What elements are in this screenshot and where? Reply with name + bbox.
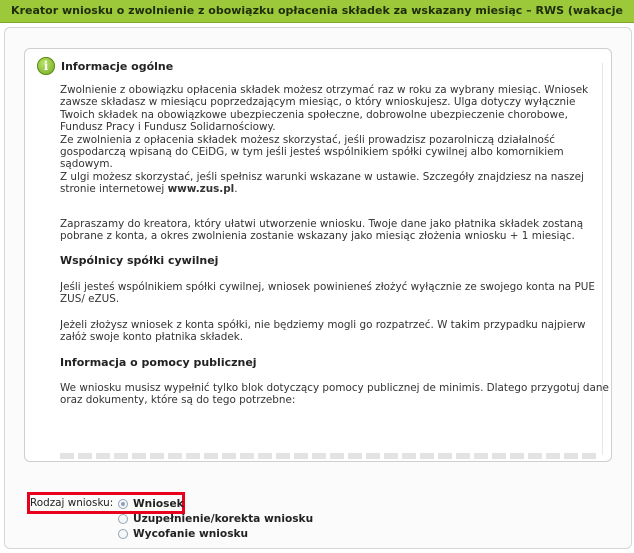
zus-website-link[interactable]: www.zus.pl bbox=[167, 183, 235, 196]
radio-button[interactable] bbox=[118, 514, 128, 524]
section-heading-public-aid: Informacja o pomocy publicznej bbox=[60, 355, 257, 369]
section-heading-partners: Wspólnicy spółki cywilnej bbox=[60, 254, 219, 268]
info-header bbox=[37, 56, 173, 76]
radio-label-request: Wniosek bbox=[133, 498, 184, 510]
info-title: Informacje ogólne bbox=[61, 59, 174, 73]
radio-option-request[interactable] bbox=[118, 498, 184, 510]
radio-label-withdrawal: Wycofanie wniosku bbox=[133, 528, 249, 540]
clipped-text-line bbox=[60, 453, 600, 459]
wizard-title: Kreator wniosku o zwolnienie z obowiązku opłacenia składek za wskazany miesiąc – RWS (wakacje bbox=[11, 4, 623, 17]
radio-button-selected[interactable] bbox=[118, 499, 128, 509]
request-kind-label: Rodzaj wniosku: bbox=[30, 497, 114, 509]
info-paragraph-2: Ze zwolnienia z opłacenia składek możesz skorzystać, jeśli prowadzisz pozarolniczą działalność gospodarczą wpisaną do CEiDG, w tym jeśli jesteś wspólnikiem spółki cywilnej albo komornikiem sądowym. bbox=[60, 133, 564, 171]
info-paragraph-4: Zapraszamy do kreatora, który ułatwi utworzenie wniosku. Twoje dane jako płatnika składek zostaną pobrane z konta, a okres zwolnienia zostanie wskazany jako miesiąc złożenia wniosku + 1 miesiąc. bbox=[60, 217, 584, 243]
info-paragraph-3-text: Z ulgi możesz skorzystać, jeśli spełnisz warunki wskazane w ustawie. Szczegóły znajdziesz na naszej stronie internetowej bbox=[60, 170, 584, 196]
info-paragraph-1: Zwolnienie z obowiązku opłacenia składek możesz otrzymać raz w roku za wybrany miesiąc. Wniosek zawsze składasz w miesiącu poprzedzającym miesiąc, o który wnioskujesz. Ulga dotyczy wyłącznie Twoich składek na obowiązkowe ubezpieczenia społeczne, dobrowolne ubezpieczenie chorobowe, Fundusz Pracy i Fundusz Solidarnościowy. bbox=[60, 84, 589, 134]
wizard-title-bar bbox=[0, 0, 634, 23]
radio-option-withdrawal[interactable] bbox=[118, 528, 248, 540]
radio-option-correction[interactable] bbox=[118, 513, 313, 525]
radio-label-correction: Uzupełnienie/korekta wniosku bbox=[133, 513, 314, 525]
info-paragraph-7: We wniosku musisz wypełnić tylko blok dotyczący pomocy publicznej de minimis. Dlatego przygotuj dane oraz dokumenty, które są do tego potrzebne: bbox=[60, 381, 609, 407]
info-content bbox=[60, 84, 612, 456]
info-paragraph-3 bbox=[60, 171, 612, 196]
radio-button[interactable] bbox=[118, 529, 128, 539]
info-paragraph-5: Jeśli jesteś wspólnikiem spółki cywilnej, wniosek powinieneś złożyć wyłącznie ze swojego konta na PUE ZUS/ eZUS. bbox=[60, 280, 595, 306]
info-paragraph-6: Jeżeli złożysz wniosek z konta spółki, nie będziemy mogli go rozpatrzeć. W takim przypadku najpierw załóż swoje konto płatnika składek. bbox=[60, 318, 586, 344]
info-paragraph-3-end: . bbox=[234, 183, 238, 196]
info-icon: i bbox=[37, 57, 55, 75]
